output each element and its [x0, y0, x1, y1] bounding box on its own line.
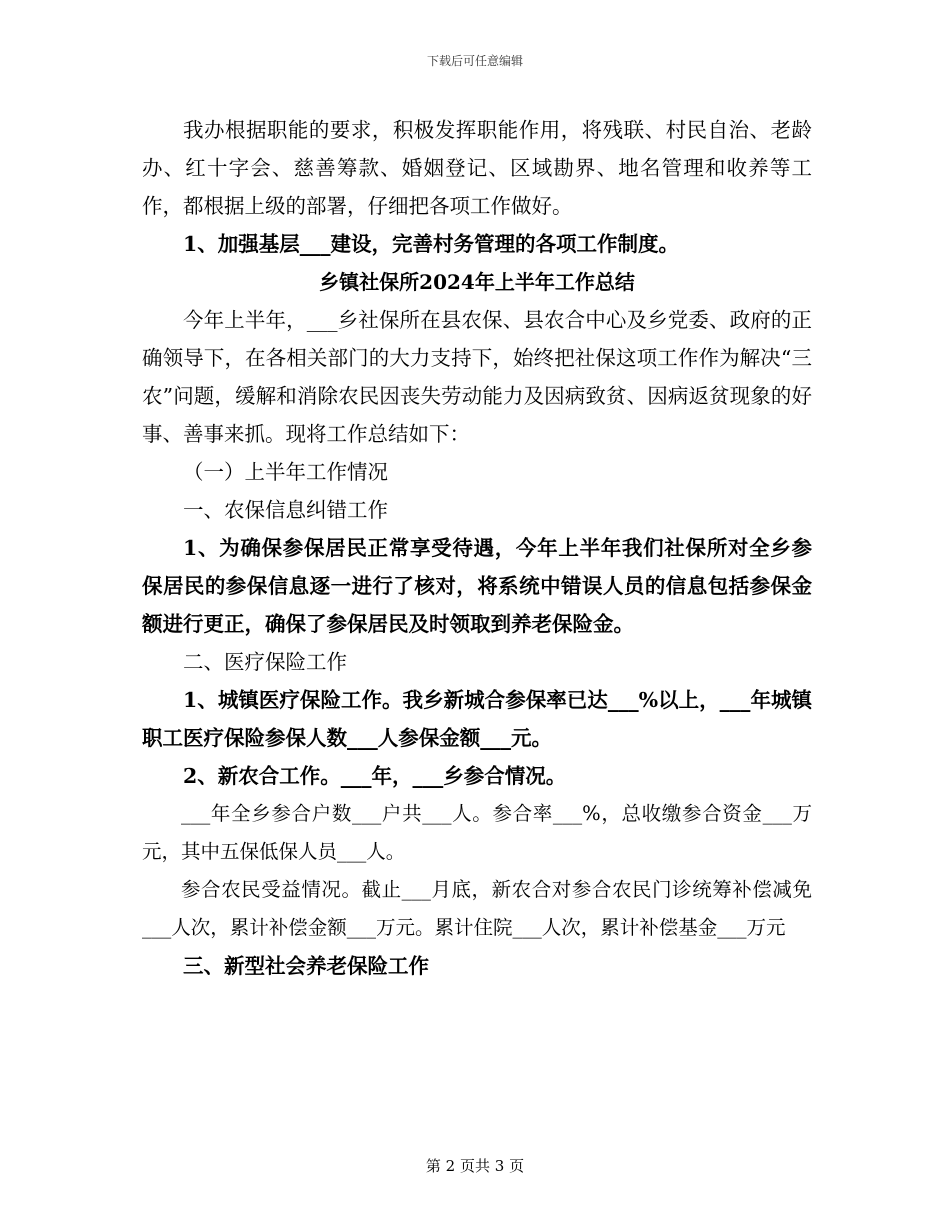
paragraph-summary: 今年上半年，___乡社保所在县农保、县农合中心及乡党委、政府的正确领导下，在各相关部门的大力支持下，始终把社保这项工作作为解决“三农”问题，缓解和消除农民因丧失劳动能力及因病致贫、因病返贫现象的好事、善事来抓。现将工作总结如下： [142, 308, 812, 446]
section-heading-overview: （一）上半年工作情况 [183, 460, 388, 484]
document-body [142, 111, 812, 985]
paragraph-intro: 我办根据职能的要求，积极发挥职能作用，将残联、村民自治、老龄办、红十字会、慈善筹款、婚姻登记、区域勘界、地名管理和收养等工作，都根据上级的部署，仔细把各项工作做好。 [142, 118, 812, 218]
paragraph-urban-medical: 1、城镇医疗保险工作。我乡新城合参保率已达___%以上，___年城镇职工医疗保险参保人数___人参保金额___元。 [142, 688, 812, 750]
page-header: 下载后可任意编辑 [426, 54, 523, 68]
paragraph-info-correction: 1、为确保参保居民正常享受待遇，今年上半年我们社保所对全乡参保居民的参保信息逐一进行了核对，将系统中错误人员的信息包括参保金额进行更正，确保了参保居民及时领取到养老保险金。 [142, 536, 812, 636]
section-heading-pension: 三、新型社会养老保险工作 [183, 954, 429, 978]
page-footer: 第 2 页共 3 页 [425, 1157, 525, 1175]
section-heading-info-correction: 一、农保信息纠错工作 [183, 498, 388, 522]
paragraph-benefits: 参合农民受益情况。截止___月底，新农合对参合农民门诊统筹补偿减免___人次，累计补偿金额___万元。累计住院___人次，累计补偿基金___万元 [142, 878, 812, 939]
paragraph-participation: ___年全乡参合户数___户共___人。参合率___%，总收缴参合资金___万元，其中五保低保人员___人。 [142, 802, 812, 863]
paragraph-item-grassroots: 1、加强基层___建设，完善村务管理的各项工作制度。 [183, 232, 680, 256]
paragraph-rural-coop: 2、新农合工作。___年，___乡参合情况。 [183, 764, 567, 788]
section-heading-medical: 二、医疗保险工作 [183, 650, 347, 674]
document-title: 乡镇社保所2024年上半年工作总结 [319, 270, 635, 294]
